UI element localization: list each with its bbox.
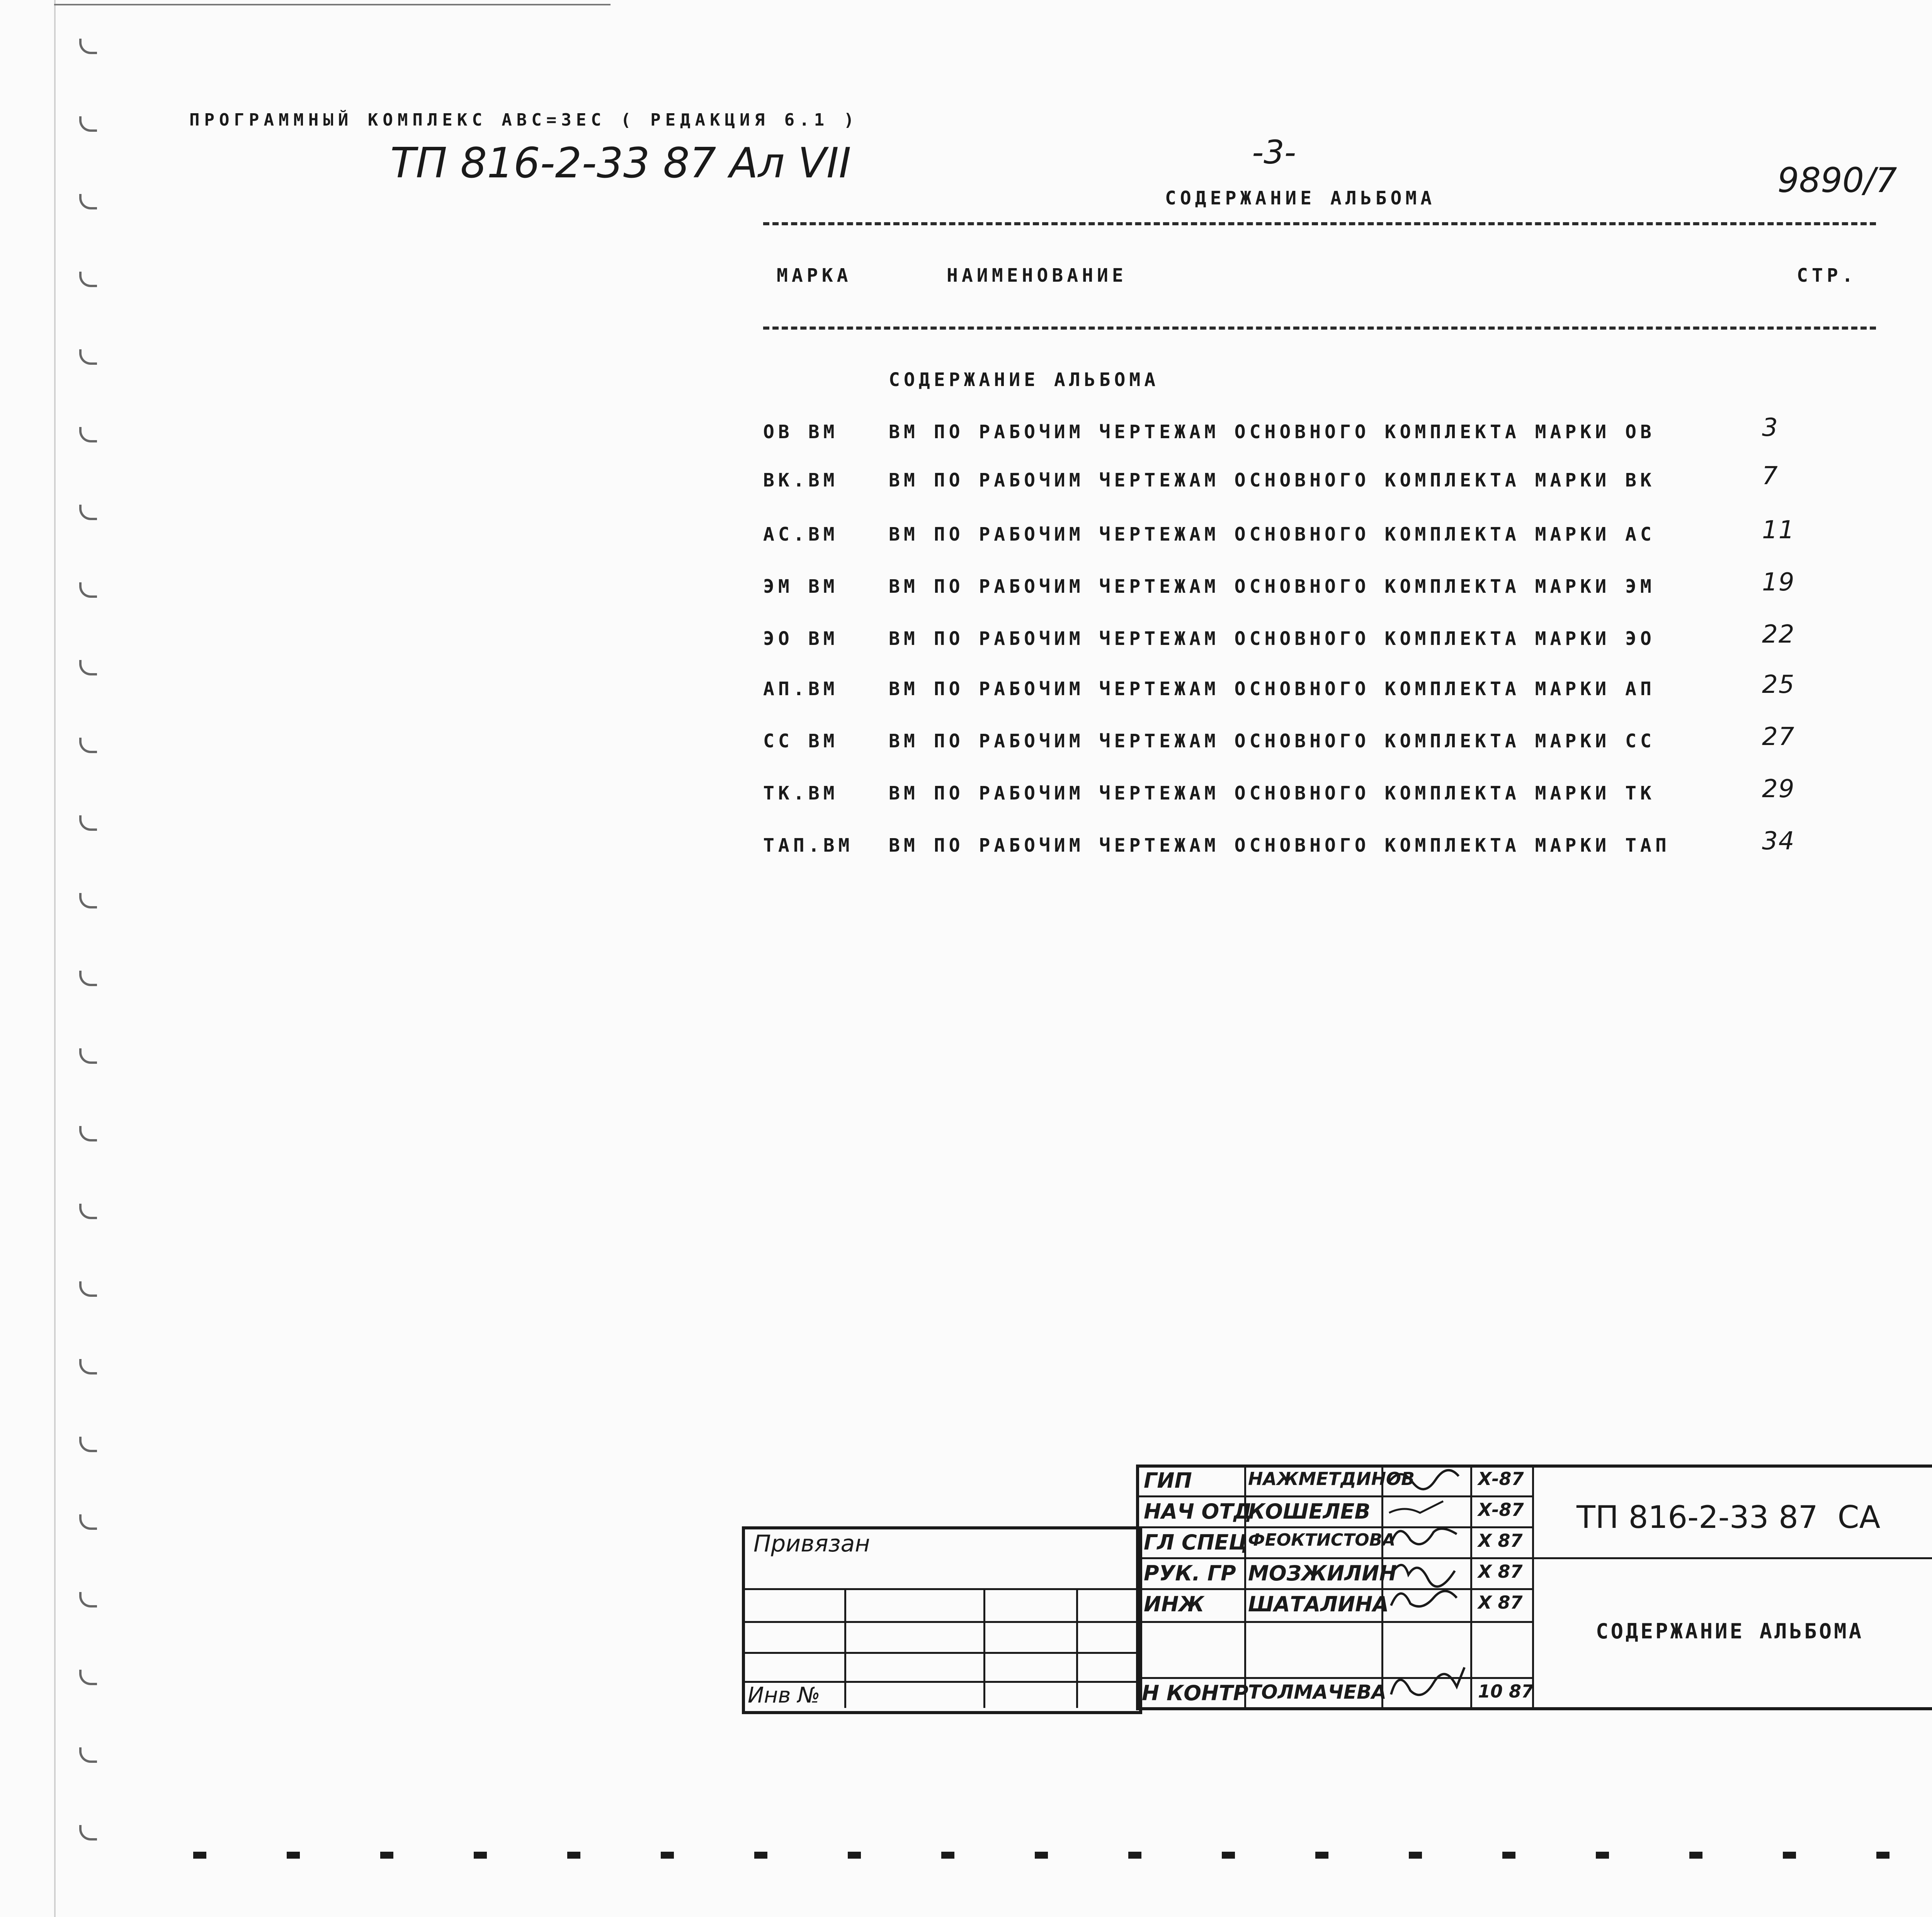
- perforation-dot: [1689, 1852, 1702, 1859]
- stamp-row-5: [1136, 1621, 1532, 1623]
- stamp-col-sign: [1470, 1465, 1472, 1708]
- privyazan-label: Привязан: [753, 1530, 870, 1557]
- sheet-title: СОДЕРЖАНИЕ АЛЬБОМА: [1596, 1619, 1864, 1643]
- perforation-dot: [1783, 1852, 1796, 1859]
- row-name: ВМ ПО РАБОЧИМ ЧЕРТЕЖАМ ОСНОВНОГО КОМПЛЕКТА МАРКИ АС: [889, 524, 1655, 545]
- perforation-dot: [1876, 1852, 1889, 1859]
- perforation-dot: [754, 1852, 767, 1859]
- row-mark: ВК.ВМ: [763, 469, 838, 491]
- name-n-kontr: ТОЛМАЧЕВА: [1248, 1681, 1386, 1703]
- section-title: СОДЕРЖАНИЕ АЛЬБОМА: [889, 369, 1160, 391]
- role-ruk-gr: РУК. ГР: [1144, 1561, 1236, 1585]
- privyazan-grid-v1: [844, 1588, 846, 1708]
- privyazan-grid-v2: [983, 1588, 985, 1708]
- row-name: ВМ ПО РАБОЧИМ ЧЕРТЕЖАМ ОСНОВНОГО КОМПЛЕКТА МАРКИ ВК: [889, 469, 1655, 491]
- perforation-dot: [1409, 1852, 1422, 1859]
- doc-code: ТП 816-2-33 87 СА: [1577, 1499, 1881, 1535]
- stamp-row-4: [1136, 1588, 1532, 1590]
- role-n-kontr: Н КОНТР: [1142, 1681, 1248, 1705]
- perforation-dot: [287, 1852, 300, 1859]
- row-mark: ТК.ВМ: [763, 782, 838, 804]
- perforation-dot: [661, 1852, 674, 1859]
- date-ruk-gr: Х 87: [1478, 1561, 1523, 1582]
- perforation-dot: [1128, 1852, 1141, 1859]
- stamp-col-date: [1532, 1465, 1534, 1708]
- row-name: ВМ ПО РАБОЧИМ ЧЕРТЕЖАМ ОСНОВНОГО КОМПЛЕКТА МАРКИ ТАП: [889, 835, 1670, 856]
- perforation-dot: [1315, 1852, 1328, 1859]
- stamp-row-2: [1136, 1526, 1532, 1528]
- row-page: 3: [1762, 413, 1779, 442]
- row-mark: ОВ ВМ: [763, 421, 838, 443]
- album-title: СОДЕРЖАНИЕ АЛЬБОМА: [1165, 187, 1436, 209]
- row-mark: ЭМ ВМ: [763, 576, 838, 597]
- row-name: ВМ ПО РАБОЧИМ ЧЕРТЕЖАМ ОСНОВНОГО КОМПЛЕКТА МАРКИ ТК: [889, 782, 1655, 804]
- name-nach-otd: КОШЕЛЕВ: [1248, 1499, 1371, 1524]
- row-mark: АП.ВМ: [763, 678, 838, 700]
- row-name: ВМ ПО РАБОЧИМ ЧЕРТЕЖАМ ОСНОВНОГО КОМПЛЕКТА МАРКИ АП: [889, 678, 1655, 700]
- perforation-dot: [941, 1852, 954, 1859]
- date-n-kontr: 10 87: [1478, 1681, 1534, 1702]
- signatures: [1385, 1466, 1470, 1706]
- row-name: ВМ ПО РАБОЧИМ ЧЕРТЕЖАМ ОСНОВНОГО КОМПЛЕКТА МАРКИ ЭМ: [889, 576, 1655, 597]
- row-mark: АС.ВМ: [763, 524, 838, 545]
- perforation-dot: [1222, 1852, 1235, 1859]
- perforation-dot: [474, 1852, 487, 1859]
- page-number: -3-: [1252, 133, 1296, 171]
- row-mark: ТАП.ВМ: [763, 835, 854, 856]
- header-rule-bottom: [763, 327, 1876, 330]
- row-name: ВМ ПО РАБОЧИМ ЧЕРТЕЖАМ ОСНОВНОГО КОМПЛЕКТА МАРКИ ЭО: [889, 628, 1655, 650]
- privyazan-grid-v3: [1076, 1588, 1078, 1708]
- date-gl-spec: Х 87: [1478, 1530, 1523, 1551]
- row-page: 25: [1762, 670, 1795, 699]
- name-ruk-gr: МОЗЖИЛИН: [1248, 1561, 1397, 1585]
- stamp-row-6: [1136, 1677, 1532, 1679]
- row-page: 22: [1762, 620, 1795, 649]
- date-gip: Х-87: [1478, 1468, 1524, 1489]
- perforation-dot: [380, 1852, 393, 1859]
- row-page: 27: [1762, 723, 1795, 751]
- row-name: ВМ ПО РАБОЧИМ ЧЕРТЕЖАМ ОСНОВНОГО КОМПЛЕКТА МАРКИ ОВ: [889, 421, 1655, 443]
- row-mark: СС ВМ: [763, 730, 838, 752]
- program-line: ПРОГРАММНЫЙ КОМПЛЕКС АВС=ЗЕС ( РЕДАКЦИЯ 6.1 ): [189, 110, 859, 130]
- role-gip: ГИП: [1144, 1468, 1192, 1493]
- stamp-row-3: [1136, 1557, 1932, 1559]
- col-page-header: СТР.: [1797, 265, 1857, 286]
- date-nach-otd: Х-87: [1478, 1499, 1524, 1520]
- name-gl-spec: ФЕОКТИСТОВА: [1248, 1530, 1396, 1550]
- row-page: 7: [1762, 462, 1779, 490]
- perforation-dot: [1596, 1852, 1609, 1859]
- role-inzh: ИНЖ: [1144, 1592, 1204, 1616]
- handwritten-code: ТП 816-2-33 87 Ал VII: [390, 139, 851, 187]
- role-nach-otd: НАЧ ОТД: [1144, 1499, 1252, 1524]
- header-rule-top: [763, 222, 1876, 225]
- perforation-dot: [1035, 1852, 1048, 1859]
- row-page: 29: [1762, 775, 1795, 803]
- document-number: 9890/7: [1777, 160, 1897, 200]
- row-page: 34: [1762, 827, 1795, 856]
- top-edge-line: [54, 4, 611, 5]
- row-page: 19: [1762, 568, 1795, 597]
- perforation-dot: [193, 1852, 206, 1859]
- col-name-header: НАИМЕНОВАНИЕ: [947, 265, 1127, 286]
- row-mark: ЭО ВМ: [763, 628, 838, 650]
- inv-no-label: Инв №: [748, 1683, 820, 1708]
- row-page: 11: [1762, 516, 1795, 544]
- perforation-dot: [848, 1852, 861, 1859]
- name-gip: НАЖМЕТДИНОВ: [1248, 1468, 1415, 1489]
- date-inzh: Х 87: [1478, 1592, 1523, 1613]
- col-mark-header: МАРКА: [777, 265, 852, 286]
- name-inzh: ШАТАЛИНА: [1248, 1592, 1389, 1616]
- stamp-row-1: [1136, 1495, 1532, 1497]
- perforation-dot: [567, 1852, 580, 1859]
- perforation-dot: [1502, 1852, 1515, 1859]
- role-gl-spec: ГЛ СПЕЦ: [1144, 1530, 1248, 1555]
- stamp-col-name: [1381, 1465, 1383, 1708]
- row-name: ВМ ПО РАБОЧИМ ЧЕРТЕЖАМ ОСНОВНОГО КОМПЛЕКТА МАРКИ СС: [889, 730, 1655, 752]
